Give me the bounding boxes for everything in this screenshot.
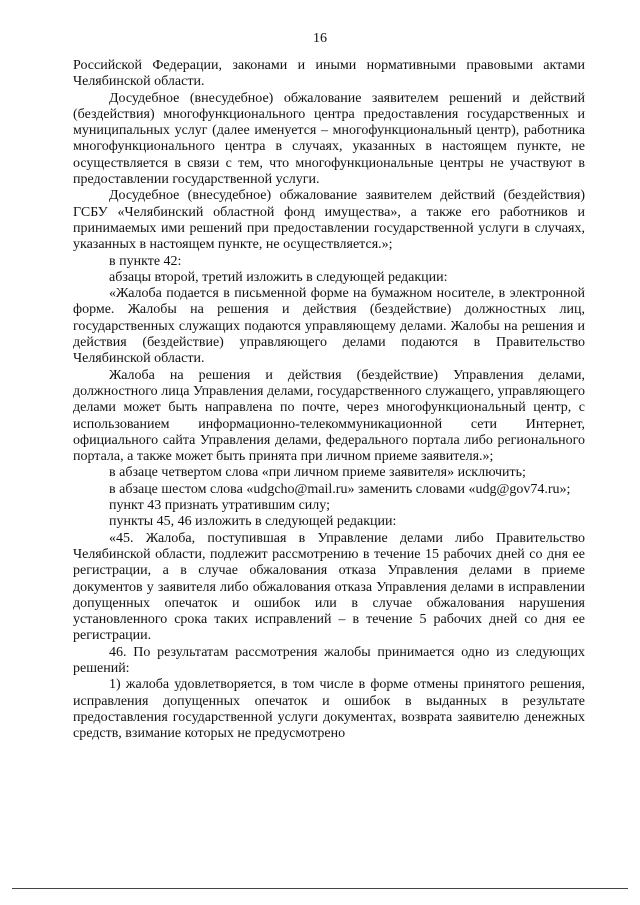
- paragraph-4: в пункте 42:: [109, 253, 182, 269]
- footer-divider: [12, 888, 628, 889]
- paragraph-13: 46. По результатам рассмотрения жалобы принимается одно из следующих решений:: [73, 644, 585, 676]
- paragraph-10: пункт 43 признать утратившим силу;: [109, 498, 330, 514]
- paragraph-2: Досудебное (внесудебное) обжалование заявителем решений и действий (бездействия) многофункционального центра предоставления государственных и муниципальных услуг (далее именуется – многофункциональный центр), работника многофункционального центра в случаях, указанных в настоящем пункте, не осуществляется в связи с тем, что многофункциональные центры не участвуют в предоставлении государственной услуги.: [73, 90, 585, 188]
- paragraph-12: «45. Жалоба, поступившая в Управление делами либо Правительство Челябинской области, подлежит рассмотрению в течение 15 рабочих дней со дня ее регистрации, а в случае обжалования отказа Управления делами в приеме документов у заявителя либо обжалования отказа Управления делами в исправлении допущенных опечаток и ошибок или в случае обжалования нарушения установленного срока таких исправлений – в течение 5 рабочих дней со дня ее регистрации.: [73, 530, 585, 644]
- paragraph-5: абзацы второй, третий изложить в следующей редакции:: [109, 269, 448, 285]
- paragraph-6: «Жалоба подается в письменной форме на бумажном носителе, в электронной форме. Жалобы на решения и действия (бездействие) должностных лиц, государственных служащих подаются управляющему делами. Жалобы на решения и действия (бездействие) управляющего делами подаются в Правительство Челябинской области.: [73, 286, 585, 367]
- page-number: 16: [313, 31, 327, 46]
- paragraph-8: в абзаце четвертом слова «при личном приеме заявителя» исключить;: [109, 465, 526, 481]
- paragraph-3: Досудебное (внесудебное) обжалование заявителем действий (бездействия) ГСБУ «Челябинский областной фонд имущества», а также его работников и принимаемых ими решений при предоставлении государственной услуги в случаях, указанных в настоящем пункте, не осуществляется.»;: [73, 188, 585, 253]
- paragraph-11: пункты 45, 46 изложить в следующей редакции:: [109, 514, 397, 530]
- paragraph-1: Российской Федерации, законами и иными нормативными правовыми актами Челябинской области.: [73, 58, 585, 90]
- document-body: [73, 58, 585, 742]
- paragraph-7: Жалоба на решения и действия (бездействие) Управления делами, должностного лица Управления делами, государственного служащего, управляющего делами может быть направлена по почте, через многофункциональный центр, с использованием информационно-телекоммуникационной сети Интернет, официального сайта Управления делами, федерального портала либо регионального портала, а также может быть принята при личном приеме заявителя.»;: [73, 367, 585, 465]
- paragraph-14: 1) жалоба удовлетворяется, в том числе в форме отмены принятого решения, исправления допущенных опечаток и ошибок в выданных в результате предоставления государственной услуги документах, возврата заявителю денежных средств, взимание которых не предусмотрено: [73, 677, 585, 742]
- paragraph-9: в абзаце шестом слова «udgcho@mail.ru» заменить словами «udg@gov74.ru»;: [109, 481, 571, 497]
